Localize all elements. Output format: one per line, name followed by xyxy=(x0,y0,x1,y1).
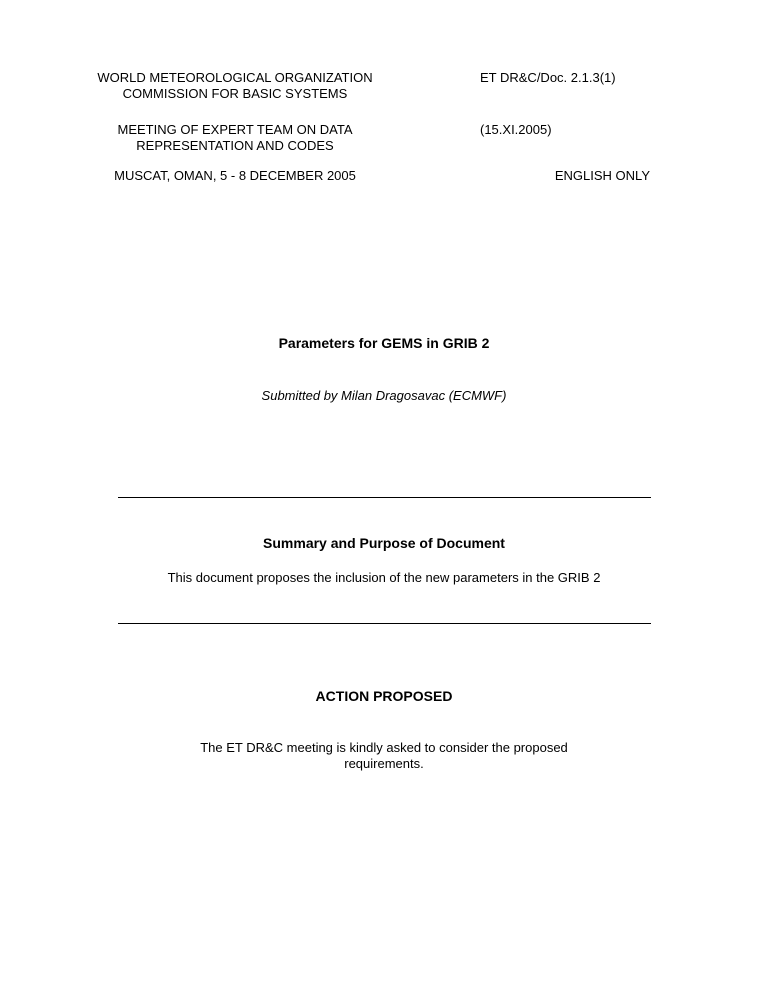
meeting-name-line2: REPRESENTATION AND CODES xyxy=(136,138,334,153)
action-text-line2: requirements. xyxy=(344,756,424,771)
divider-top xyxy=(118,497,651,498)
organization-name: WORLD METEOROLOGICAL ORGANIZATION xyxy=(97,70,373,85)
submitted-by: Submitted by Milan Dragosavac (ECMWF) xyxy=(261,388,507,403)
summary-text: This document proposes the inclusion of the new parameters in the GRIB 2 xyxy=(167,570,601,585)
summary-heading: Summary and Purpose of Document xyxy=(263,535,505,551)
document-date: (15.XI.2005) xyxy=(480,122,552,137)
document-reference: ET DR&C/Doc. 2.1.3(1) xyxy=(480,70,616,85)
meeting-name-line1: MEETING OF EXPERT TEAM ON DATA xyxy=(117,122,353,137)
commission-name: COMMISSION FOR BASIC SYSTEMS xyxy=(122,86,348,101)
meeting-block xyxy=(75,122,395,154)
divider-bottom xyxy=(118,623,651,624)
language-note: ENGLISH ONLY xyxy=(554,168,650,183)
organization-block xyxy=(75,70,395,102)
meeting-venue: MUSCAT, OMAN, 5 - 8 DECEMBER 2005 xyxy=(114,168,356,183)
action-text xyxy=(0,740,768,772)
document-title: Parameters for GEMS in GRIB 2 xyxy=(278,335,490,351)
action-heading: ACTION PROPOSED xyxy=(315,688,453,704)
action-text-line1: The ET DR&C meeting is kindly asked to consider the proposed xyxy=(200,740,568,755)
